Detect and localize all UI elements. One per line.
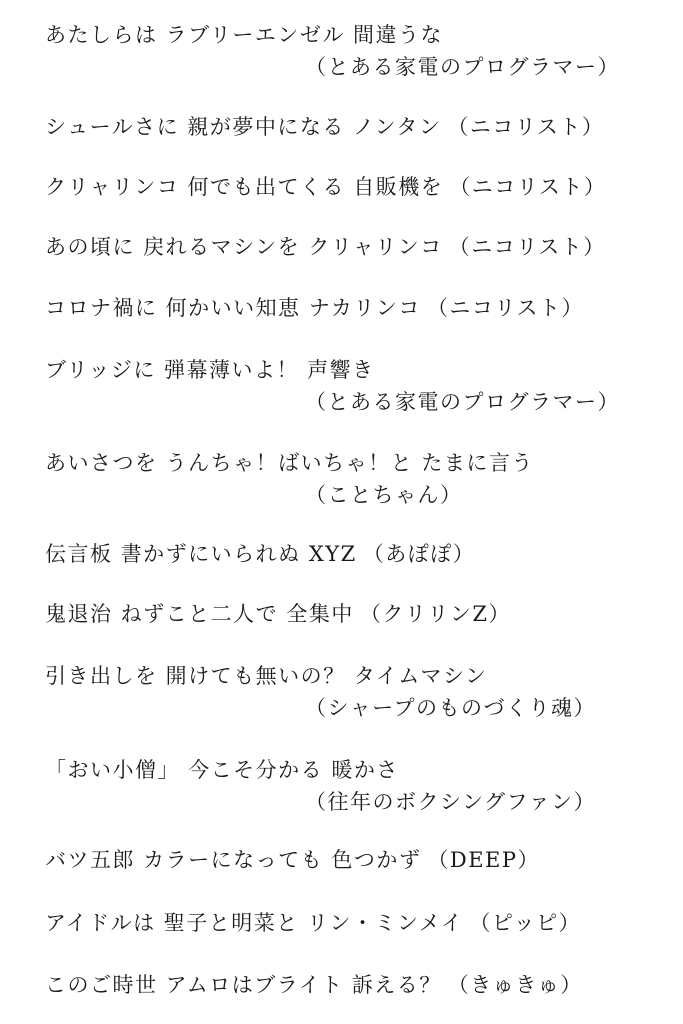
poem-author: （ニコリスト） <box>448 235 606 259</box>
poem-verse: ブリッジに 弾幕薄いよ！ 声響き <box>45 358 375 382</box>
poem-entry <box>45 538 475 570</box>
poem-verse: 引き出しを 開けても無いの？ タイムマシン <box>45 664 488 688</box>
poem-author: （とある家電のプログラマー） <box>305 390 620 414</box>
poem-verse: アイドルは 聖子と明菜と リン・ミンメイ <box>45 911 464 935</box>
poem-verse: あたしらは ラブリーエンゼル 間違うな <box>45 23 444 47</box>
poem-verse: 「おい小僧」 今こそ分かる 暖かさ <box>45 758 399 782</box>
poem-entry <box>45 598 511 630</box>
poem-verse: このご時世 アムロはブライト 訴える？ <box>45 973 442 997</box>
poem-verse: シュールさに 親が夢中になる ノンタン <box>45 115 442 139</box>
poem-verse: クリャリンコ 何でも出てくる 自販機を <box>45 175 444 199</box>
poem-author: （ニコリスト） <box>426 296 585 320</box>
poem-author: （シャープのものづくり魂） <box>305 696 597 720</box>
poem-author: （ニコリスト） <box>447 115 605 139</box>
poem-verse: 伝言板 書かずにいられぬ XYZ <box>45 542 357 566</box>
poem-author: （クリリンZ） <box>359 602 511 626</box>
poem-entry <box>45 969 583 1001</box>
poem-entry <box>45 292 584 324</box>
poem-author: （あぽぽ） <box>362 542 476 566</box>
poem-entry <box>45 844 540 876</box>
poem-entry <box>45 660 596 724</box>
poem-verse: 鬼退治 ねずこと二人で 全集中 <box>45 602 354 626</box>
poem-verse: あの頃に 戻れるマシンを クリャリンコ <box>45 235 443 259</box>
poem-verse: コロナ禍に 何かいい知恵 ナカリンコ <box>45 296 421 320</box>
poem-entry <box>45 354 620 418</box>
poem-author: （往年のボクシングファン） <box>305 790 597 814</box>
poem-author: （ことちゃん） <box>305 483 463 507</box>
poem-verse: あいさつを うんちゃ！ばいちゃ！と たまに言う <box>45 451 534 475</box>
poem-verse: バツ五郎 カラーになっても 色つかず <box>45 848 422 872</box>
poem-entry <box>45 231 606 263</box>
poem-author: （きゅきゅ） <box>447 973 583 997</box>
poem-entry <box>45 447 534 511</box>
poem-entry <box>45 754 596 818</box>
poem-entry <box>45 907 581 939</box>
poem-author: （DEEP） <box>427 848 540 872</box>
poem-entry <box>45 19 620 83</box>
poem-author: （とある家電のプログラマー） <box>305 55 620 79</box>
poem-entry <box>45 111 604 143</box>
poem-author: （ピッピ） <box>469 911 582 935</box>
poem-entry <box>45 171 606 203</box>
poem-author: （ニコリスト） <box>449 175 607 199</box>
